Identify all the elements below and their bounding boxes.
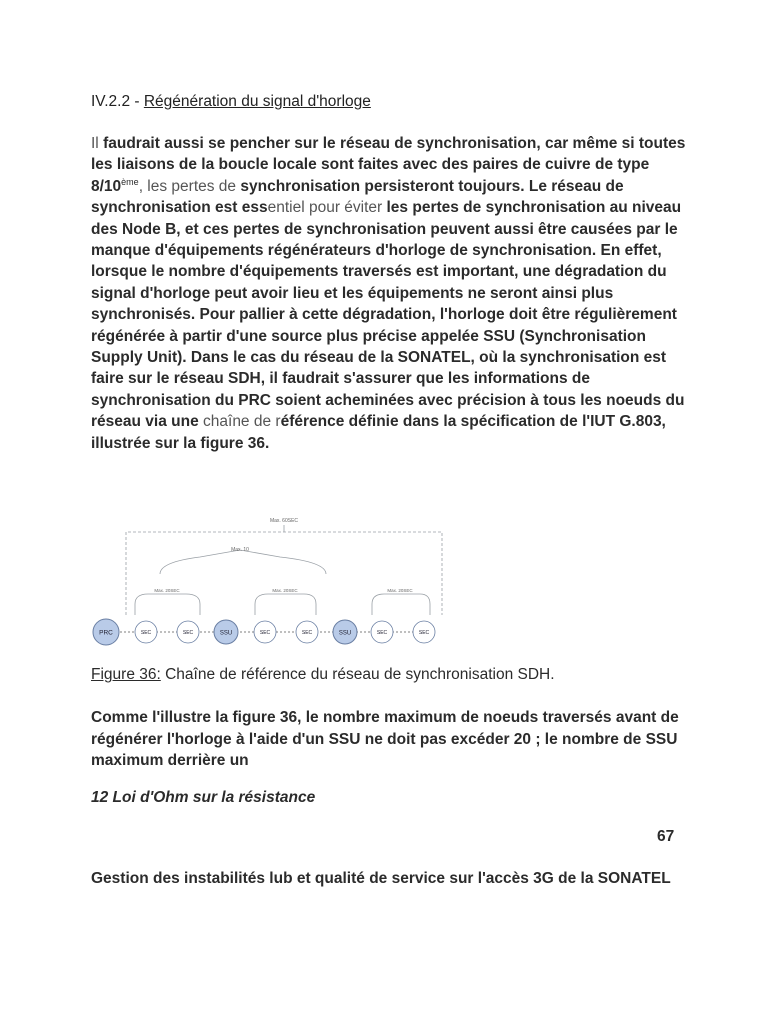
caption-text: Chaîne de référence du réseau de synchronisation SDH. <box>160 666 555 683</box>
para-run: , les pertes de <box>138 177 241 195</box>
synchronisation-chain-figure <box>90 512 446 652</box>
node-label: SSU <box>338 630 352 637</box>
node-label: SEC <box>259 630 271 636</box>
para-run: entiel pour éviter <box>267 199 387 217</box>
body-paragraph <box>91 133 691 454</box>
node-label: SEC <box>301 630 313 636</box>
node-label: SEC <box>418 630 430 636</box>
para-run: synchronisation persisteront toujours. Le réseau de synchronisation est ess <box>91 177 624 217</box>
para-superscript: ème <box>121 176 139 187</box>
node-sec <box>296 621 318 643</box>
node-label: SEC <box>140 630 152 636</box>
span-label: Max. 20SEC <box>387 588 413 593</box>
node-prc <box>93 619 119 645</box>
node-sec <box>254 621 276 643</box>
node-ssu <box>333 620 357 644</box>
para-run: éférence définie dans la spécification de l'IUT G.803, illustrée sur la figure 36. <box>91 413 666 452</box>
para-run: chaîne de r <box>203 413 281 431</box>
mid-span-label: Max. 10 <box>231 547 249 553</box>
figure-diagram <box>90 512 446 652</box>
caption-label: Figure 36: <box>91 666 161 683</box>
node-sec <box>413 621 435 643</box>
para-run: les pertes de synchronisation au niveau des Node B, et ces pertes de synchronisation peuvent aussi être causées par le manque d'équipements régénérateurs d'horloge de synchronisation. En effet, lorsque le nombre d'équipements traversés est important, une dégradation du signal d'horloge peut avoir lieu et les équipements ne seront ainsi plus synchronisés. Pour pallier à cette dégradation, l'horloge doit être régulièrement régénérée à partir d'une source plus précise appelée SSU (Synchronisation Supply Unit). Dans le cas du réseau de la SONATEL, où la synchronisation est faire sur le réseau SDH, il faudrait s'assurer que les informations de synchronisation du PRC soient acheminées avec précision à tous les noeuds du réseau via une <box>91 199 685 431</box>
section-number: IV.2.2 - <box>91 93 144 110</box>
node-label: PRC <box>99 629 113 637</box>
section-heading <box>91 93 371 111</box>
para-run: faudrait aussi se pencher sur le réseau de synchronisation, car même si toutes les liaisons de la boucle locale sont faites avec des paires de cuivre de type 8/10 <box>91 135 686 195</box>
node-label: SEC <box>182 630 194 636</box>
section-title: Régénération du signal d'horloge <box>143 93 371 110</box>
second-paragraph: Comme l'illustre la figure 36, le nombre maximum de noeuds traversés avant de régénérer l'horloge à l'aide d'un SSU ne doit pas excéder 20 ; le nombre de SSU maximum derrière un <box>91 709 679 770</box>
node-ssu <box>214 620 238 644</box>
page-number: 67 <box>657 828 675 845</box>
figure-caption <box>91 666 555 684</box>
subheading: 12 Loi d'Ohm sur la résistance <box>91 789 316 806</box>
top-span-label: Max. 60SEC <box>269 518 299 524</box>
node-sec <box>371 621 393 643</box>
page-footer: Gestion des instabilités lub et qualité de service sur l'accès 3G de la SONATEL <box>91 870 671 887</box>
node-label: SEC <box>376 630 388 636</box>
span-label: Max. 20SEC <box>272 588 298 593</box>
span-label: Max. 20SEC <box>154 588 180 593</box>
node-sec <box>177 621 199 643</box>
para-run: Il <box>91 135 104 152</box>
node-label: SSU <box>219 630 233 637</box>
node-sec <box>135 621 157 643</box>
